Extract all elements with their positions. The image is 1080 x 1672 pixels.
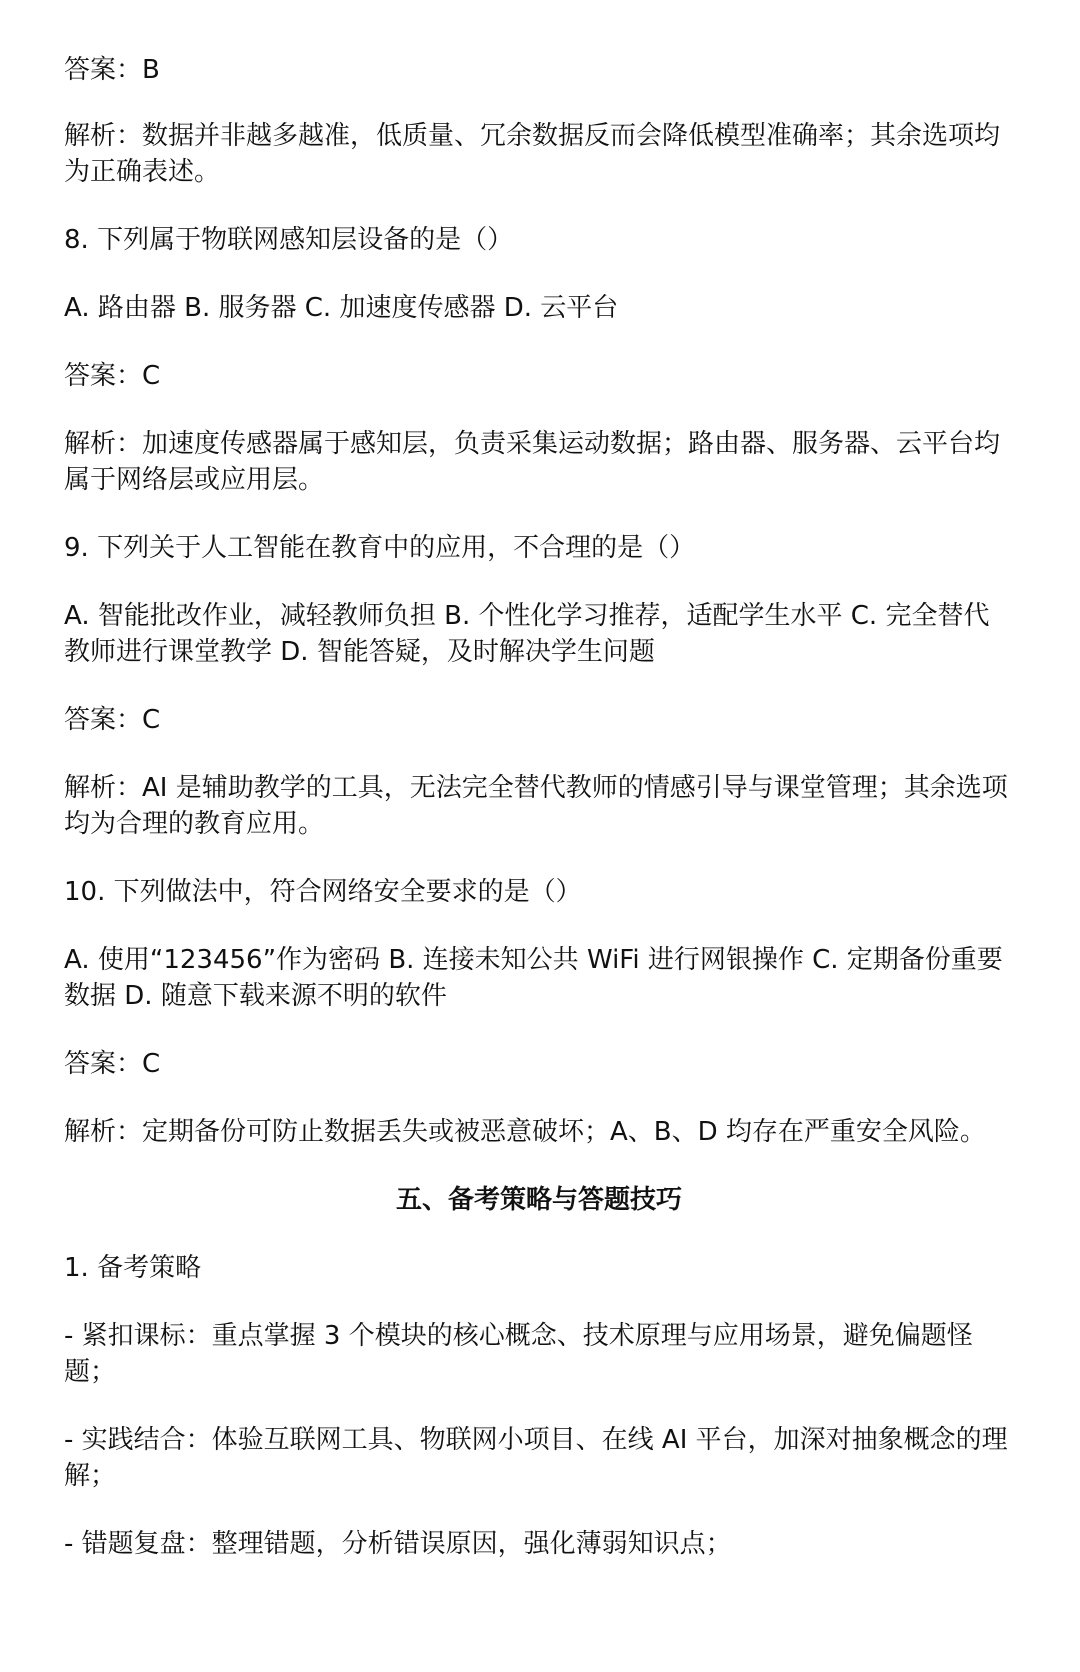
strategy-item-1: - 紧扣课标：重点掌握 3 个模块的核心概念、技术原理与应用场景，避免偏题怪题； — [64, 1321, 973, 1387]
answer-q8: 答案：C — [64, 361, 161, 391]
question-10: 10. 下列做法中，符合网络安全要求的是（） — [64, 877, 582, 907]
section-heading-5: 五、备考策略与答题技巧 — [395, 1185, 682, 1215]
question-8: 8. 下列属于物联网感知层设备的是（） — [64, 225, 514, 255]
answer-q7: 答案：B — [64, 55, 160, 85]
options-q10: A. 使用“123456”作为密码 B. 连接未知公共 WiFi 进行网银操作 C. 定期备份重要数据 D. 随意下载来源不明的软件 — [64, 945, 1003, 1011]
strategy-item-2: - 实践结合：体验互联网工具、物联网小项目、在线 AI 平台，加深对抽象概念的理解； — [64, 1425, 1008, 1491]
explanation-q9: 解析：AI 是辅助教学的工具，无法完全替代教师的情感引导与课堂管理；其余选项均为合理的教育应用。 — [64, 773, 1008, 839]
explanation-q7: 解析：数据并非越多越准，低质量、冗余数据反而会降低模型准确率；其余选项均为正确表述。 — [64, 121, 1001, 187]
options-q8: A. 路由器 B. 服务器 C. 加速度传感器 D. 云平台 — [64, 293, 619, 323]
document-page — [64, 52, 1014, 1562]
explanation-q10: 解析：定期备份可防止数据丢失或被恶意破坏；A、B、D 均存在严重安全风险。 — [64, 1117, 986, 1147]
strategy-item-3: - 错题复盘：整理错题，分析错误原因，强化薄弱知识点； — [64, 1529, 732, 1559]
explanation-q8: 解析：加速度传感器属于感知层，负责采集运动数据；路由器、服务器、云平台均属于网络层或应用层。 — [64, 429, 1001, 495]
answer-q10: 答案：C — [64, 1049, 161, 1079]
question-9: 9. 下列关于人工智能在教育中的应用，不合理的是（） — [64, 533, 696, 563]
answer-q9: 答案：C — [64, 705, 161, 735]
options-q9: A. 智能批改作业，减轻教师负担 B. 个性化学习推荐，适配学生水平 C. 完全替代教师进行课堂教学 D. 智能答疑，及时解决学生问题 — [64, 601, 990, 667]
subheading-strategy: 1. 备考策略 — [64, 1253, 202, 1283]
